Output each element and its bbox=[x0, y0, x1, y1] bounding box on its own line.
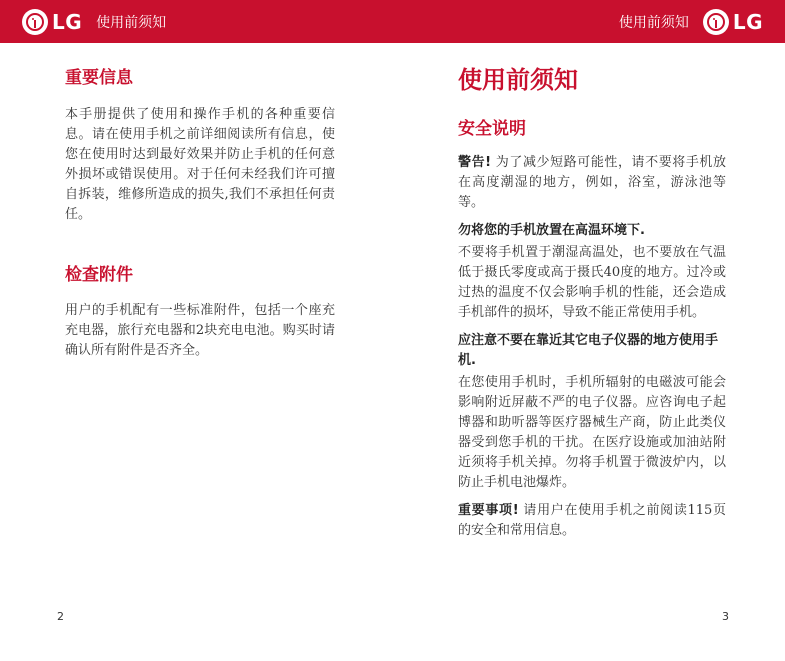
section-body-important-info: 本手册提供了使用和操作手机的各种重要信息。请在使用手机之前详细阅读所有信息，使您在使用时达到最好效果并防止手机的任何意外损坏或错误使用。对于任何未经我们许可擅自拆装，维修所造成的损失,我们不承担任何责任。 bbox=[65, 107, 335, 222]
left-page bbox=[65, 60, 335, 361]
section-title-important-info: 重要信息 bbox=[65, 68, 133, 88]
section-title-safety: 安全说明 bbox=[458, 119, 526, 139]
header-title-left: 使用前须知 bbox=[96, 15, 167, 31]
lg-logo-right bbox=[703, 9, 763, 35]
warning-text: 为了减少短路可能性，请不要将手机放在高度潮湿的地方，例如，浴室，游泳池等等。 bbox=[458, 155, 726, 210]
header-right bbox=[619, 9, 763, 35]
important-paragraph bbox=[458, 501, 726, 541]
subheading-high-temp: 勿将您的手机放置在高温环境下. bbox=[458, 223, 645, 238]
lg-face-icon bbox=[703, 9, 729, 35]
lg-logo-text: LG bbox=[732, 10, 763, 34]
header-bar bbox=[0, 0, 785, 43]
high-temp-body: 不要将手机置于潮湿高温处，也不要放在气温低于摄氏零度或高于摄氏40度的地方。过冷或过热的温度不仅会影响手机的性能，还会造成手机部件的损坏，导致不能正常使用手机。 bbox=[458, 245, 726, 320]
warning-label: 警告! bbox=[458, 155, 492, 170]
lg-logo-text: LG bbox=[52, 10, 83, 34]
important-label: 重要事项! bbox=[458, 503, 519, 518]
header-left bbox=[22, 9, 166, 35]
warning-paragraph bbox=[458, 153, 726, 213]
electronic-devices-body: 在您使用手机时，手机所辐射的电磁波可能会影响附近屏蔽不严的电子仪器。应咨询电子起博器和助听器等医疗器械生产商，防止此类仪器受到您手机的干扰。在医疗设施或加油站附近须将手机关掉。勿将手机置于微波炉内，以防止手机电池爆炸。 bbox=[458, 375, 726, 490]
right-page bbox=[458, 60, 726, 541]
page-number-left: 2 bbox=[57, 610, 64, 623]
important-text: 请用户在使用手机之前阅读115页的安全和常用信息。 bbox=[458, 503, 726, 538]
lg-logo bbox=[22, 9, 82, 35]
header-title-right: 使用前须知 bbox=[618, 15, 689, 31]
lg-face-icon bbox=[22, 9, 48, 35]
page-title: 使用前须知 bbox=[458, 66, 578, 94]
section-body-check-accessories: 用户的手机配有一些标准附件，包括一个座充充电器，旅行充电器和2块充电电池。购买时请确认所有附件是否齐全。 bbox=[65, 303, 335, 358]
subheading-electronic-devices: 应注意不要在靠近其它电子仪器的地方使用手机. bbox=[458, 333, 719, 368]
page-number-right: 3 bbox=[722, 610, 729, 623]
section-title-check-accessories: 检查附件 bbox=[65, 265, 133, 285]
